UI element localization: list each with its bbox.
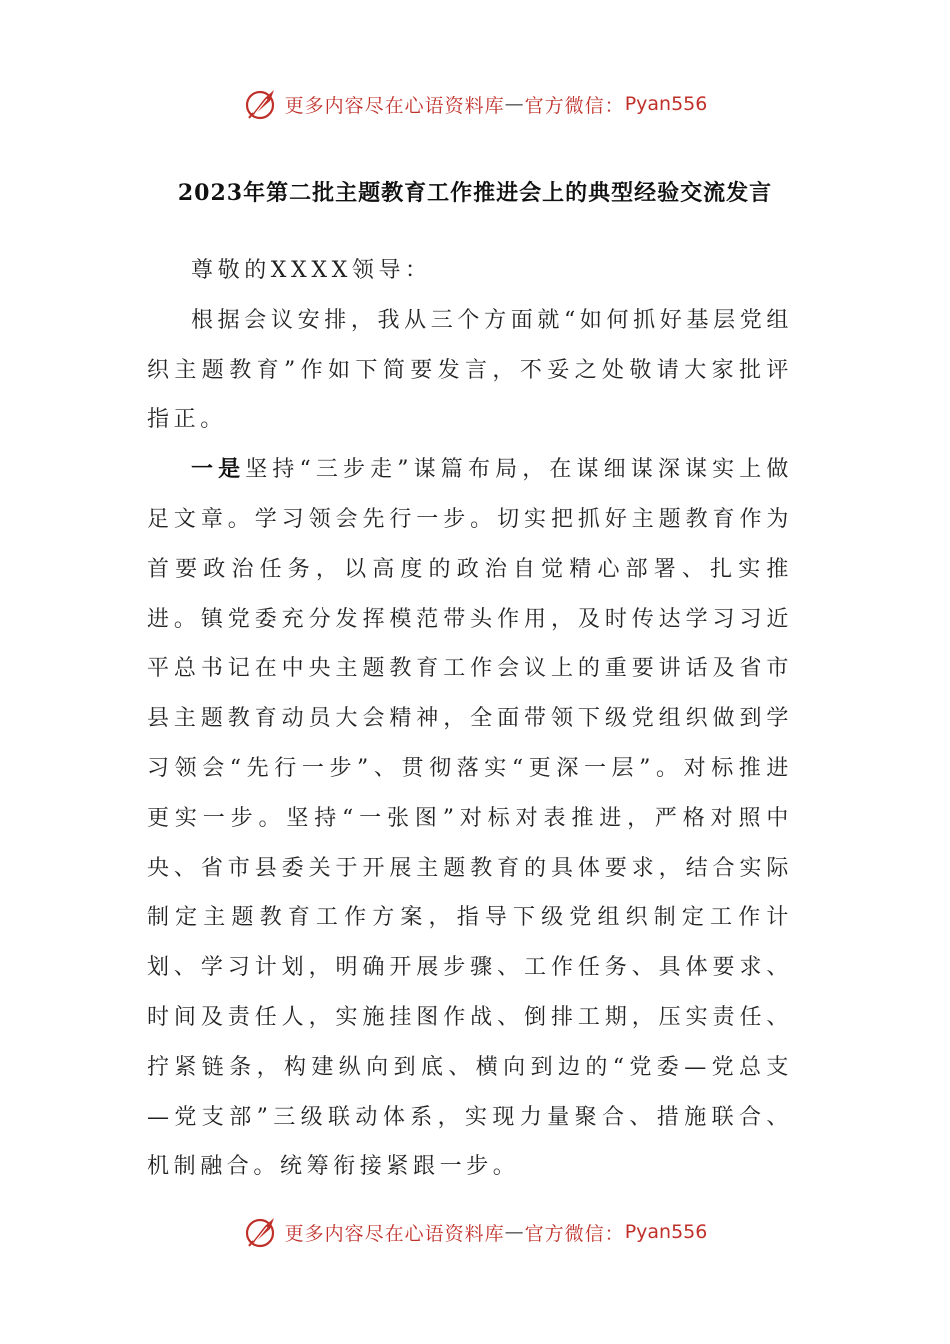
- quill-pen-icon: [243, 1214, 279, 1250]
- wechat-label: 官方微信：: [524, 94, 625, 117]
- site-name-text: 更多内容尽在心语资料库: [284, 94, 505, 117]
- wechat-id: Pyan556: [624, 93, 708, 115]
- intro-paragraph: 根据会议安排，我从三个方面就“如何抓好基层党组织主题教育”作如下简要发言，不妥之处敬请大家批评指正。: [147, 307, 793, 433]
- salutation-paragraph: 尊敬的XXXX领导：: [191, 258, 432, 283]
- footer-watermark-banner: [0, 1212, 950, 1252]
- section-one-lead: 一是: [191, 456, 246, 483]
- banner-separator: —: [504, 1221, 525, 1243]
- quill-pen-icon: [243, 86, 279, 122]
- site-name-text: 更多内容尽在心语资料库: [284, 1222, 505, 1245]
- document-body: [147, 246, 793, 1192]
- document-title: 2023年第二批主题教育工作推进会上的典型经验交流发言: [177, 180, 773, 206]
- header-watermark-banner: [0, 84, 950, 124]
- wechat-id: Pyan556: [624, 1221, 708, 1243]
- banner-separator: —: [504, 93, 525, 115]
- section-one-paragraph: [147, 445, 793, 1192]
- wechat-label: 官方微信：: [524, 1222, 625, 1245]
- section-one-text: 坚持“三步走”谋篇布局，在谋细谋深谋实上做足文章。学习领会先行一步。切实把抓好主题教育作为首要政治任务，以高度的政治自觉精心部署、扎实推进。镇党委充分发挥模范带头作用，及时传达学习习近平总书记在中央主题教育工作会议上的重要讲话及省市县主题教育动员大会精神，全面带领下级党组织做到学习领会“先行一步”、贯彻落实“更深一层”。对标推进更实一步。坚持“一张图”对标对表推进，严格对照中央、省市县委关于开展主题教育的具体要求，结合实际制定主题教育工作方案，指导下级党组织制定工作计划、学习计划，明确开展步骤、工作任务、具体要求、时间及责任人，实施挂图作战、倒排工期，压实责任、拧紧链条，构建纵向到底、横向到边的“党委—党总支—党支部”三级联动体系，实现力量聚合、措施联合、机制融合。统筹衔接紧跟一步。: [147, 457, 793, 1180]
